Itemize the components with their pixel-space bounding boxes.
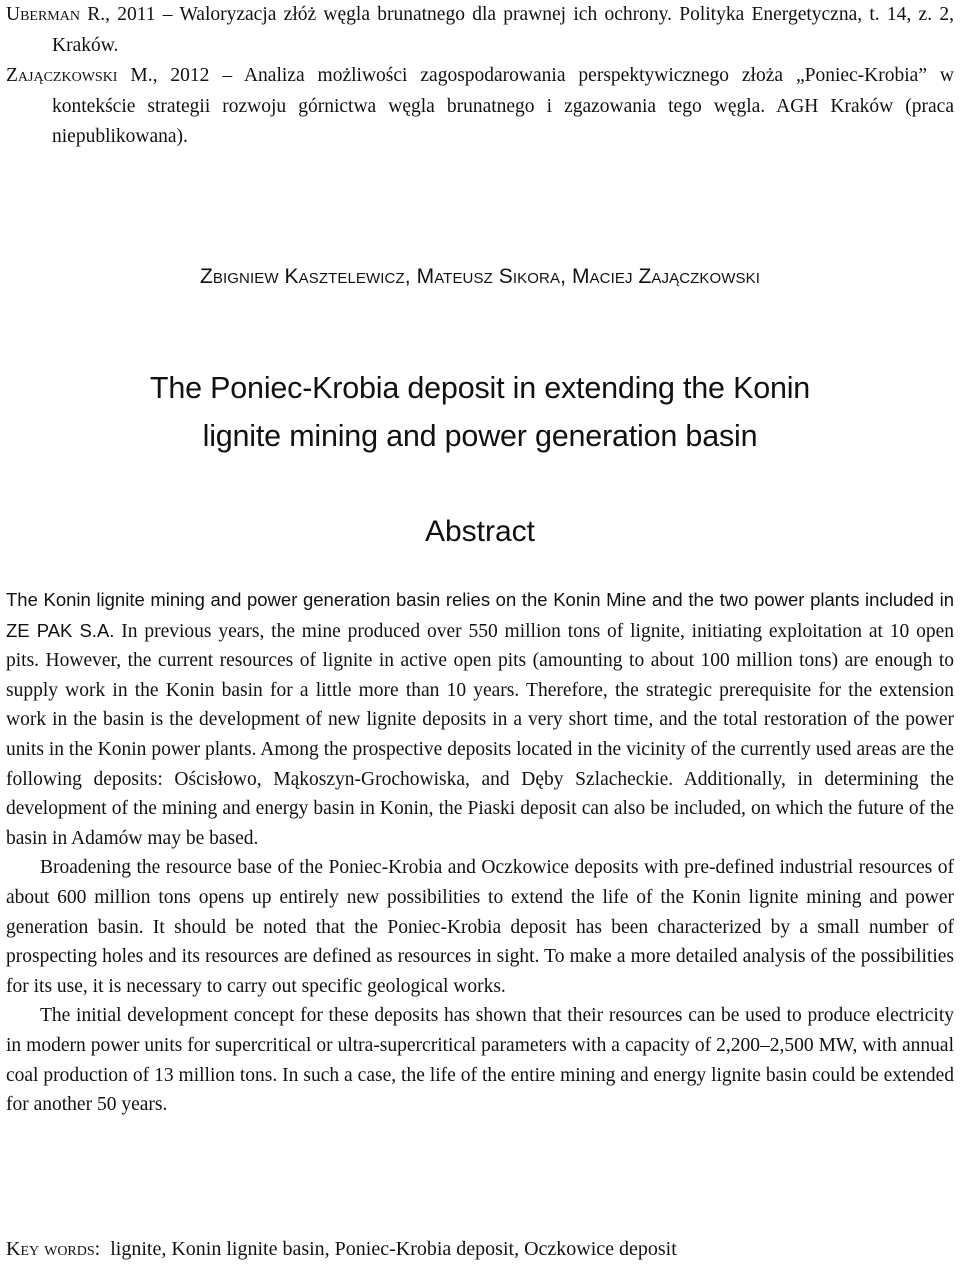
title-line-1: The Poniec-Krobia deposit in extending the Konin <box>149 371 811 405</box>
paragraph-lead: The Konin lignite mining and power generation basin relies on the Konin Mine and the two power plants included in ZE PAK S.A. <box>6 589 954 641</box>
reference-item <box>6 61 954 153</box>
reference-text: , 2012 – Analiza możliwości zagospodarowania perspektywicznego złoża „Poniec-Krobia” w kontekście strategii rozwoju górnictwa węgla brunatnego i zgazowania tego węgla. AGH Kraków (praca niepublikowana). <box>52 65 954 147</box>
reference-text: , 2011 – Waloryzacja złóż węgla brunatnego dla prawnej ich ochrony. Polityka Energetyczna, t. 14, z. 2, Kraków. <box>52 4 954 56</box>
abstract-paragraph-2: Broadening the resource base of the Poniec-Krobia and Oczkowice deposits with pre-defined industrial resources of about 600 million tons opens up entirely new possibilities to extend the life of the Konin lignite mining and power generation basin. It should be noted that the Poniec-Krobia deposit has been characterized by a small number of prospecting holes and its resources are defined as resources in sight. To make a more detailed analysis of the possibilities for its use, it is necessary to carry out specific geological works. <box>6 857 954 997</box>
reference-item <box>6 0 954 61</box>
abstract-paragraph-1 <box>6 585 954 853</box>
paper-title <box>0 364 960 460</box>
reference-author: Uberman R. <box>6 4 106 25</box>
reference-list <box>6 0 954 153</box>
keywords-line <box>6 1238 954 1261</box>
author-names: Zbigniew Kasztelewicz, Mateusz Sikora, Maciej Zajączkowski <box>199 265 761 288</box>
keywords-text: lignite, Konin lignite basin, Poniec-Krobia deposit, Oczkowice deposit <box>110 1238 677 1260</box>
keywords-label: Key words: <box>6 1238 101 1260</box>
abstract-body <box>6 585 954 1120</box>
reference-author: Zajączkowski M. <box>6 65 153 86</box>
paragraph-text: In previous years, the mine produced over 550 million tons of lignite, initiating exploitation at 10 open pits. However, the current resources of lignite in active open pits (amounting to about 100 million tons) are enough to supply work in the Konin basin for a little more than 10 years. Therefore, the strategic prerequisite for the extension work in the basin is the development of new lignite deposits in a very short time, and the total restoration of the power units in the Konin power plants. Among the prospective deposits located in the vicinity of the currently used areas are the following deposits: Ościsłowo, Mąkoszyn-Grochowiska, and Dęby Szlacheckie. Additionally, in determining the development of the mining and energy basin in Konin, the Piaski deposit can also be included, on which the future of the basin in Adamów may be based. <box>6 620 954 849</box>
title-line-2: lignite mining and power generation basin <box>202 419 758 453</box>
author-line <box>0 265 960 289</box>
abstract-heading: Abstract <box>424 515 536 548</box>
abstract-paragraph-3: The initial development concept for these deposits has shown that their resources can be used to produce electricity in modern power units for supercritical or ultra-supercritical parameters with a capacity of 2,200–2,500 MW, with annual coal production of 13 million tons. In such a case, the life of the entire mining and energy lignite basin could be extended for another 50 years. <box>6 1005 954 1116</box>
